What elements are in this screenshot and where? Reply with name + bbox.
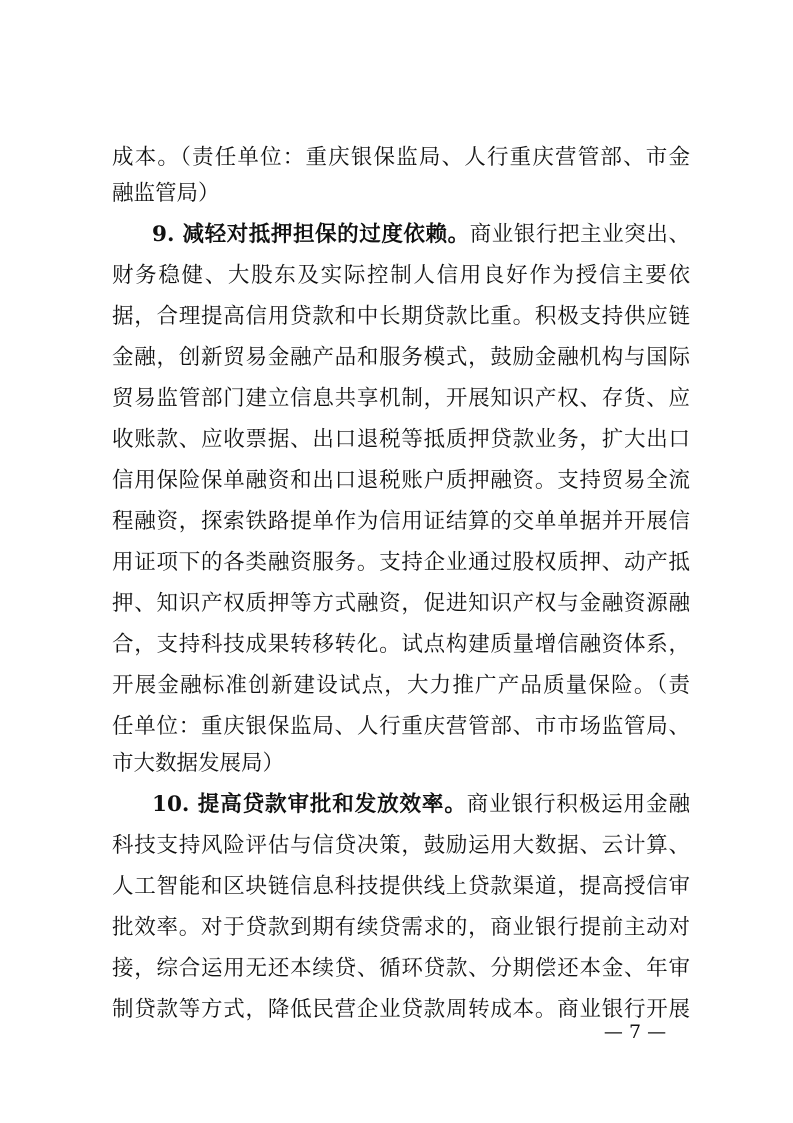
body-line: 据，合理提高信用贷款和中长期贷款比重。积极支持供应链 xyxy=(112,304,690,329)
body-line: 合，支持科技成果转移转化。试点构建质量增信融资体系， xyxy=(112,632,690,657)
body-line: 开展金融标准创新建设试点，大力推广产品质量保险。（责 xyxy=(112,673,690,698)
body-line: 程融资，探索铁路提单作为信用证结算的交单单据并开展信 xyxy=(112,509,690,534)
section-text: 商业银行把主业突出、 xyxy=(469,222,690,247)
body-line: 用证项下的各类融资服务。支持企业通过股权质押、动产抵 xyxy=(112,550,690,575)
body-line: 批效率。对于贷款到期有续贷需求的，商业银行提前主动对 xyxy=(112,915,690,940)
body-line: 市大数据发展局） xyxy=(112,751,285,776)
section-9-first-line xyxy=(152,217,690,253)
body-line: 任单位：重庆银保监局、人行重庆营管部、市市场监管局、 xyxy=(112,714,690,739)
body-line: 押、知识产权质押等方式融资，促进知识产权与金融资源融 xyxy=(112,591,690,616)
section-heading: 10. 提高贷款审批和发放效率。 xyxy=(152,792,467,817)
body-line: 科技支持风险评估与信贷决策，鼓励运用大数据、云计算、 xyxy=(112,833,690,858)
section-10-first-line xyxy=(152,787,690,823)
body-line: 融监管局） xyxy=(112,181,220,206)
body-line: 信用保险保单融资和出口退税账户质押融资。支持贸易全流 xyxy=(112,468,690,493)
body-line: 接，综合运用无还本续贷、循环贷款、分期偿还本金、年审 xyxy=(112,956,690,981)
page-number: — 7 — xyxy=(603,1021,667,1043)
body-line: 贸易监管部门建立信息共享机制，开展知识产权、存货、应 xyxy=(112,386,690,411)
body-line: 财务稳健、大股东及实际控制人信用良好作为授信主要依 xyxy=(112,263,690,288)
section-heading: 9. 减轻对抵押担保的过度依赖。 xyxy=(152,222,470,247)
body-line: 制贷款等方式，降低民营企业贷款周转成本。商业银行开展 xyxy=(112,997,690,1022)
section-text: 商业银行积极运用金融 xyxy=(466,792,690,817)
body-line: 金融，创新贸易金融产品和服务模式，鼓励金融机构与国际 xyxy=(112,345,690,370)
body-line: 成本。（责任单位：重庆银保监局、人行重庆营管部、市金 xyxy=(112,145,690,170)
body-line: 人工智能和区块链信息科技提供线上贷款渠道，提高授信审 xyxy=(112,874,690,899)
body-line: 收账款、应收票据、出口退税等抵质押贷款业务，扩大出口 xyxy=(112,427,690,452)
